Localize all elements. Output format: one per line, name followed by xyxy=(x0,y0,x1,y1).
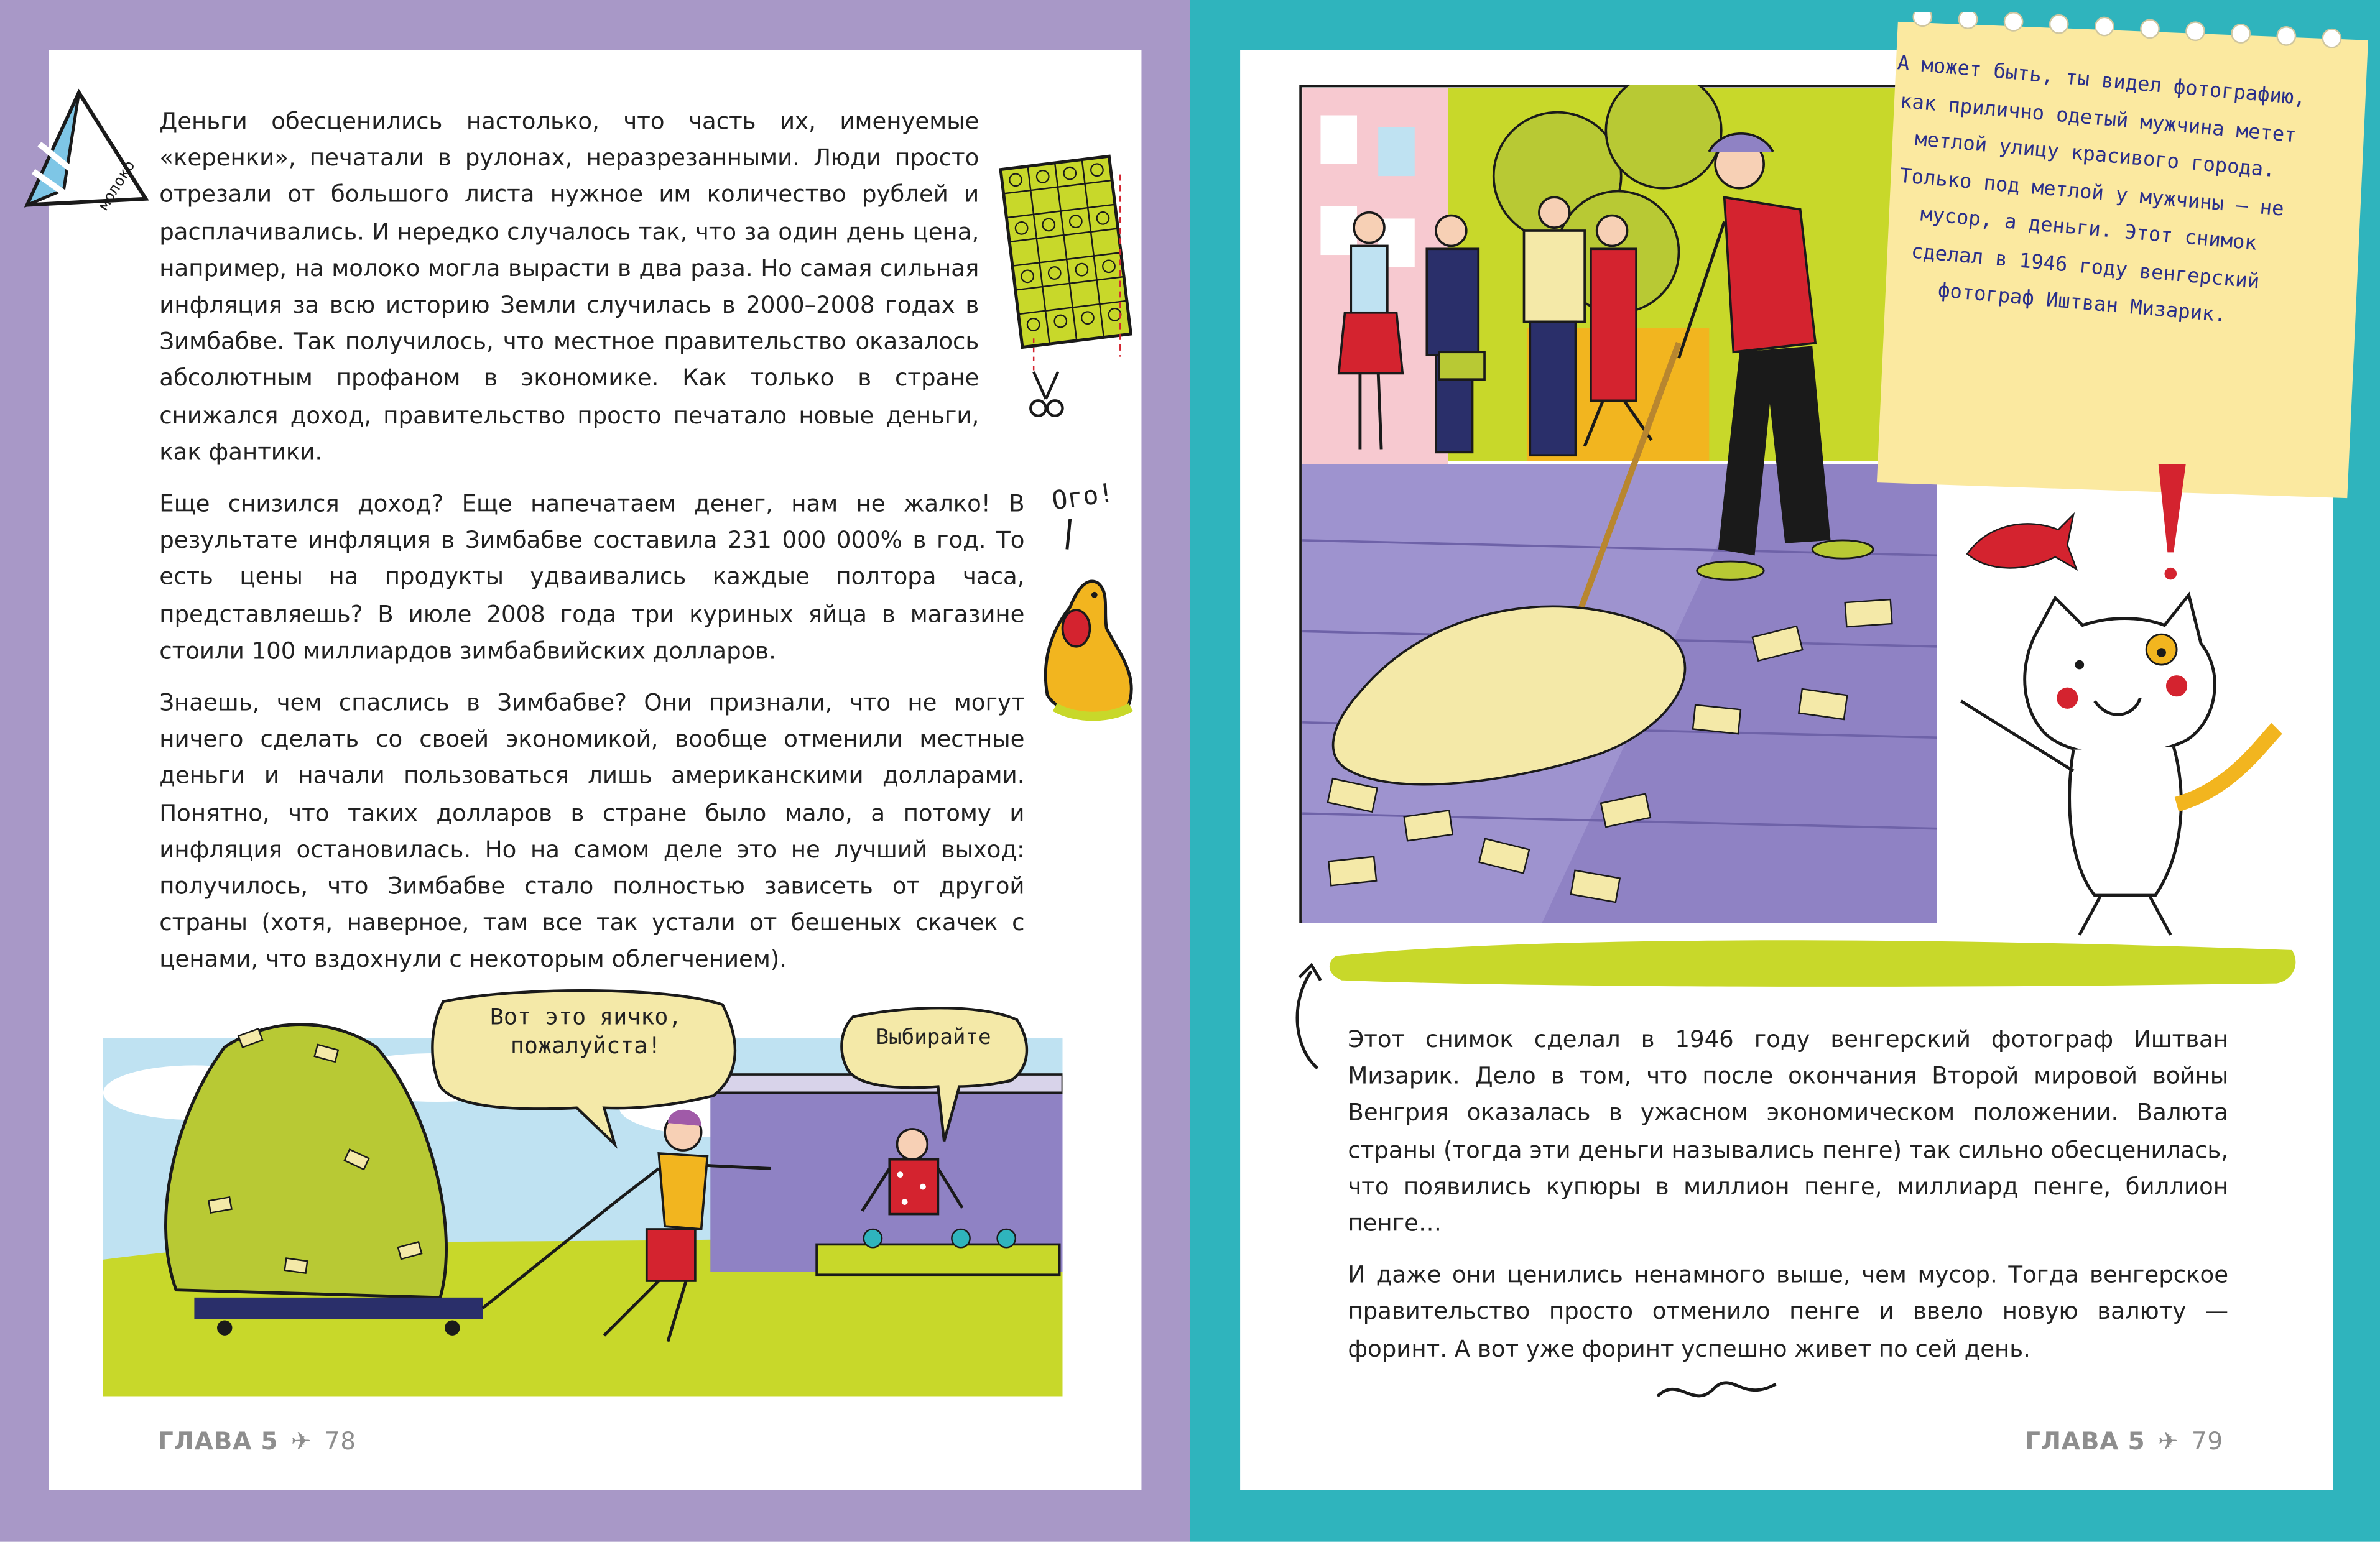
street-sweeper-illustration xyxy=(1299,85,1937,923)
yellow-character-illustration xyxy=(1025,516,1146,729)
chapter-label: ГЛАВА 5 xyxy=(2024,1426,2146,1456)
paper-plane-icon: ✈ xyxy=(2157,1426,2179,1456)
seller-speech-text: Выбирайте xyxy=(876,1025,991,1050)
left-paragraph: Знаешь, чем спаслись в Зимбабве? Они признали, что не могут ничего сделать со своей экономикой, вообще отменили местные деньги и начали пользоваться лишь американскими долларами. Понятно, что таких долларов в стране было мало, а потому и инфляция остановилась. Но на самом деле это не лучший выход: получилось, что Зимбабве стало полностью зависеть от другой страны (хотя, наверное, там все так устали от бешеных скачек с ценами, что вздохнули с некоторым облегчением). xyxy=(159,689,1025,974)
milk-label: молоко xyxy=(94,157,139,213)
right-text-column xyxy=(1348,1022,2228,1382)
page-number: 79 xyxy=(2191,1426,2224,1456)
right-footer xyxy=(2025,1426,2223,1455)
right-paragraph: И даже они ценились ненамного выше, чем мусор. Тогда венгерское правительство просто отменило пенге и ввело новую валюту — форинт. А вот уже форинт успешно живет по сей день. xyxy=(1348,1261,2229,1362)
left-text-column xyxy=(159,103,1025,994)
money-sheet-illustration xyxy=(996,144,1162,433)
exclamation-mark-icon xyxy=(2140,455,2201,592)
paper-plane-icon: ✈ xyxy=(290,1426,312,1456)
left-paragraph: Еще снизился доход? Еще напечатаем денег, нам не жалко! В результате инфляция в Зимбабве составила 231 000 000% в год. То есть цены на продукты удваивались каждые полтора часа, представляешь? В июле 2008 года три куриных яйца в магазине стоили 100 миллиардов зимбабвийских долларов. xyxy=(159,490,1025,665)
chapter-label: ГЛАВА 5 xyxy=(157,1426,279,1456)
curved-arrow-icon xyxy=(1284,956,1345,1078)
milk-carton-icon xyxy=(18,83,155,235)
buyer-speech-text: Вот это яичко, пожалуйста! xyxy=(489,1003,682,1060)
right-paragraph: Этот снимок сделал в 1946 году венгерский фотограф Иштван Мизарик. Дело в том, что после окончания Второй мировой войны Венгрия оказалась в ужасном экономическом положении. Валюта страны (тогда эти деньги назывались пенге) так сильно обесценилась, что появились купюры в миллион пенге, миллиард пенге, биллион пенге… xyxy=(1348,1025,2229,1237)
page-number: 78 xyxy=(324,1426,356,1456)
left-paragraph: Деньги обесценились настолько, что часть их, именуемые «керенки», печатали в рулонах, неразрезанными. Люди просто отрезали от большого листа нужное им количество рублей и расплачивались. И нередко случалось так, что за один день цена, например, на молоко могла вырасти в два раза. Но самая сильная инфляция за всю историю Земли случилась в 2000–2008 годах в Зимбабве. Так получилось, что местное правительство оказалось абсолютным профаном в экономике. Как только в стране снижался доход, правительство просто печатало новые деньги, как фантики. xyxy=(159,108,979,466)
red-fish-arrow-icon xyxy=(1958,509,2080,584)
sticky-note-text: А может быть, ты видел фотографию, как прилично одетый мужчина метет метлой улицу красивого города. Только под метлой у мужчины — не мусор, а деньги. Этот снимок сделал в 1946 году венгерский фотограф Иштван Мизарик. xyxy=(1896,52,2307,328)
left-footer xyxy=(158,1426,356,1455)
cat-character-illustration xyxy=(1928,576,2323,941)
ogo-exclamation: Ого! xyxy=(1050,478,1116,517)
scissors-icon xyxy=(1030,372,1062,416)
decorative-squiggle xyxy=(1649,1366,1785,1411)
lime-ground-stroke xyxy=(1320,923,2307,999)
